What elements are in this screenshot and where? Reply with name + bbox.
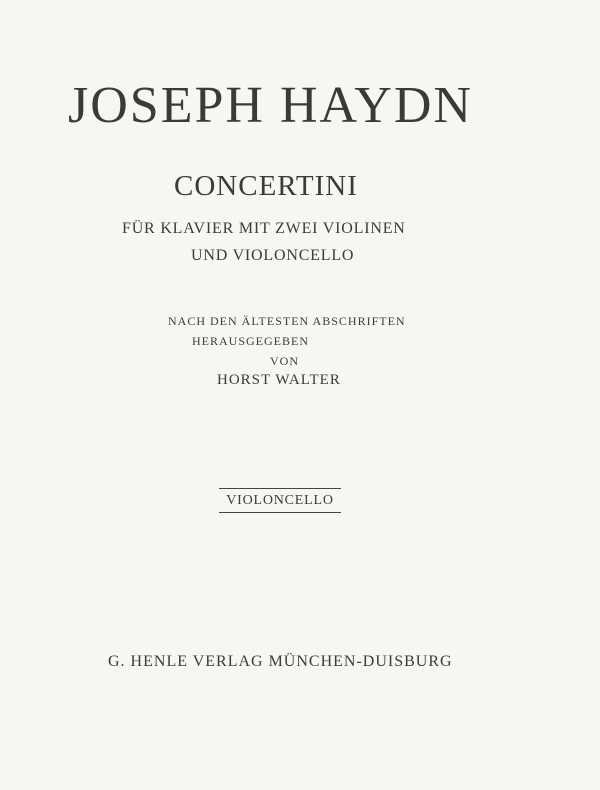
source-line-1: NACH DEN ÄLTESTEN ABSCHRIFTEN bbox=[168, 314, 406, 328]
instrument-label-box bbox=[219, 488, 341, 513]
subtitle-line-2: UND VIOLONCELLO bbox=[191, 247, 355, 264]
source-line-2: HERAUSGEGEBEN bbox=[192, 334, 309, 348]
source-line-3: VON bbox=[270, 354, 299, 368]
instrument-label: VIOLONCELLO bbox=[226, 493, 334, 508]
composer-name: JOSEPH HAYDN bbox=[68, 77, 473, 134]
subtitle-line-1: FÜR KLAVIER MIT ZWEI VIOLINEN bbox=[122, 220, 406, 237]
work-title: CONCERTINI bbox=[174, 170, 358, 202]
editor-name: HORST WALTER bbox=[217, 372, 341, 388]
publisher-imprint: G. HENLE VERLAG MÜNCHEN-DUISBURG bbox=[108, 653, 453, 670]
